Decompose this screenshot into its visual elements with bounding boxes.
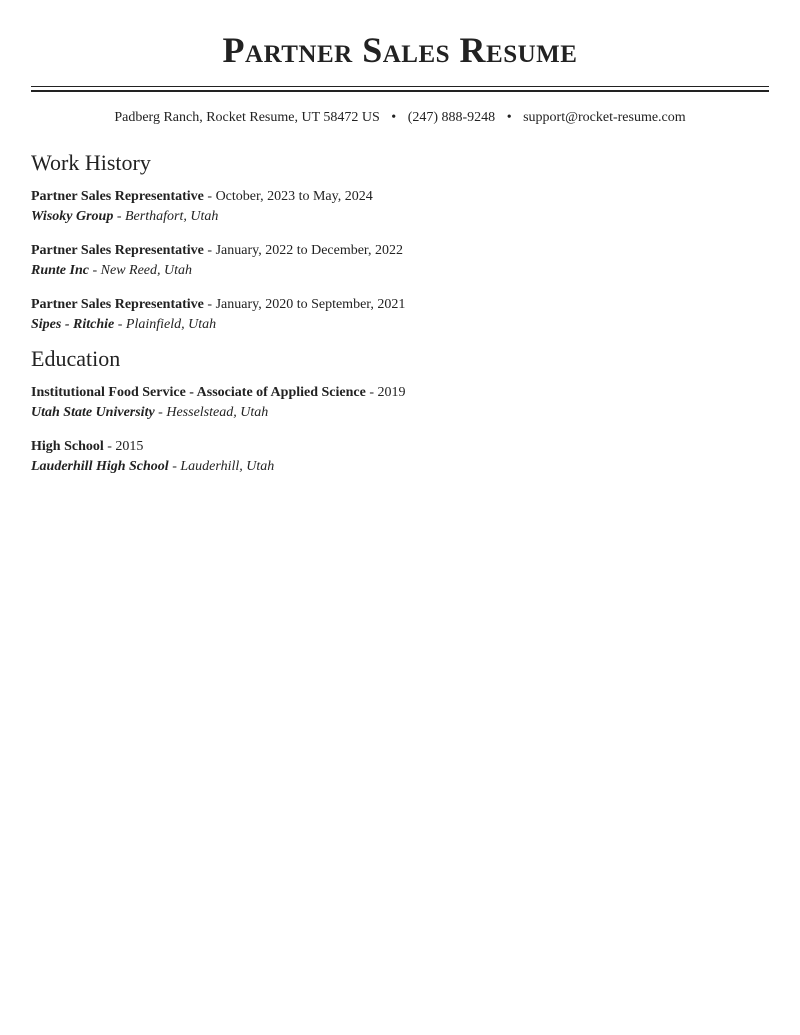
work-role: Partner Sales Representative [31, 243, 204, 258]
work-role: Partner Sales Representative [31, 189, 204, 204]
dash: - [207, 189, 213, 204]
dash: - [107, 439, 112, 454]
contact-info [31, 109, 769, 127]
education-school: Utah State University [31, 405, 155, 420]
contact-email: support@rocket-resume.com [523, 110, 686, 125]
work-entry [31, 241, 769, 281]
work-history-heading: Work History [31, 150, 151, 175]
education-degree: High School [31, 439, 104, 454]
contact-phone: (247) 888-9248 [407, 110, 496, 125]
education-school: Lauderhill High School [31, 459, 169, 474]
education-year: 2019 [377, 385, 406, 400]
work-role: Partner Sales Representative [31, 297, 204, 312]
dash: - [369, 385, 374, 400]
work-dates: January, 2020 to September, 2021 [215, 297, 406, 312]
work-location: New Reed, Utah [100, 263, 193, 278]
education-heading: Education [31, 346, 121, 371]
work-location: Plainfield, Utah [125, 317, 217, 332]
education-location: Hesselstead, Utah [166, 405, 269, 420]
education-degree: Institutional Food Service - Associate of Applied Science [31, 385, 366, 400]
education-year: 2015 [115, 439, 144, 454]
dash: - [172, 459, 177, 474]
dash: - [116, 209, 122, 224]
dash: - [117, 317, 123, 332]
work-dates: January, 2022 to December, 2022 [215, 243, 404, 258]
contact-separator: • [391, 110, 397, 125]
work-company: Wisoky Group [31, 209, 114, 224]
work-entry [31, 295, 769, 335]
education-location: Lauderhill, Utah [180, 459, 275, 474]
work-location: Berthafort, Utah [125, 209, 219, 224]
title-divider-thick [31, 90, 769, 92]
work-company: Runte Inc [31, 263, 89, 278]
education-entry [31, 437, 769, 477]
dash: - [207, 297, 213, 312]
work-entry [31, 187, 769, 227]
education-entry [31, 383, 769, 423]
dash: - [207, 243, 213, 258]
work-company: Sipes - Ritchie [31, 317, 115, 332]
contact-address: Padberg Ranch, Rocket Resume, UT 58472 US [114, 110, 380, 125]
contact-separator: • [506, 110, 512, 125]
page-title: Partner Sales Resume [222, 30, 578, 70]
work-dates: October, 2023 to May, 2024 [215, 189, 373, 204]
dash: - [158, 405, 163, 420]
title-divider-thin [31, 86, 769, 87]
dash: - [92, 263, 98, 278]
